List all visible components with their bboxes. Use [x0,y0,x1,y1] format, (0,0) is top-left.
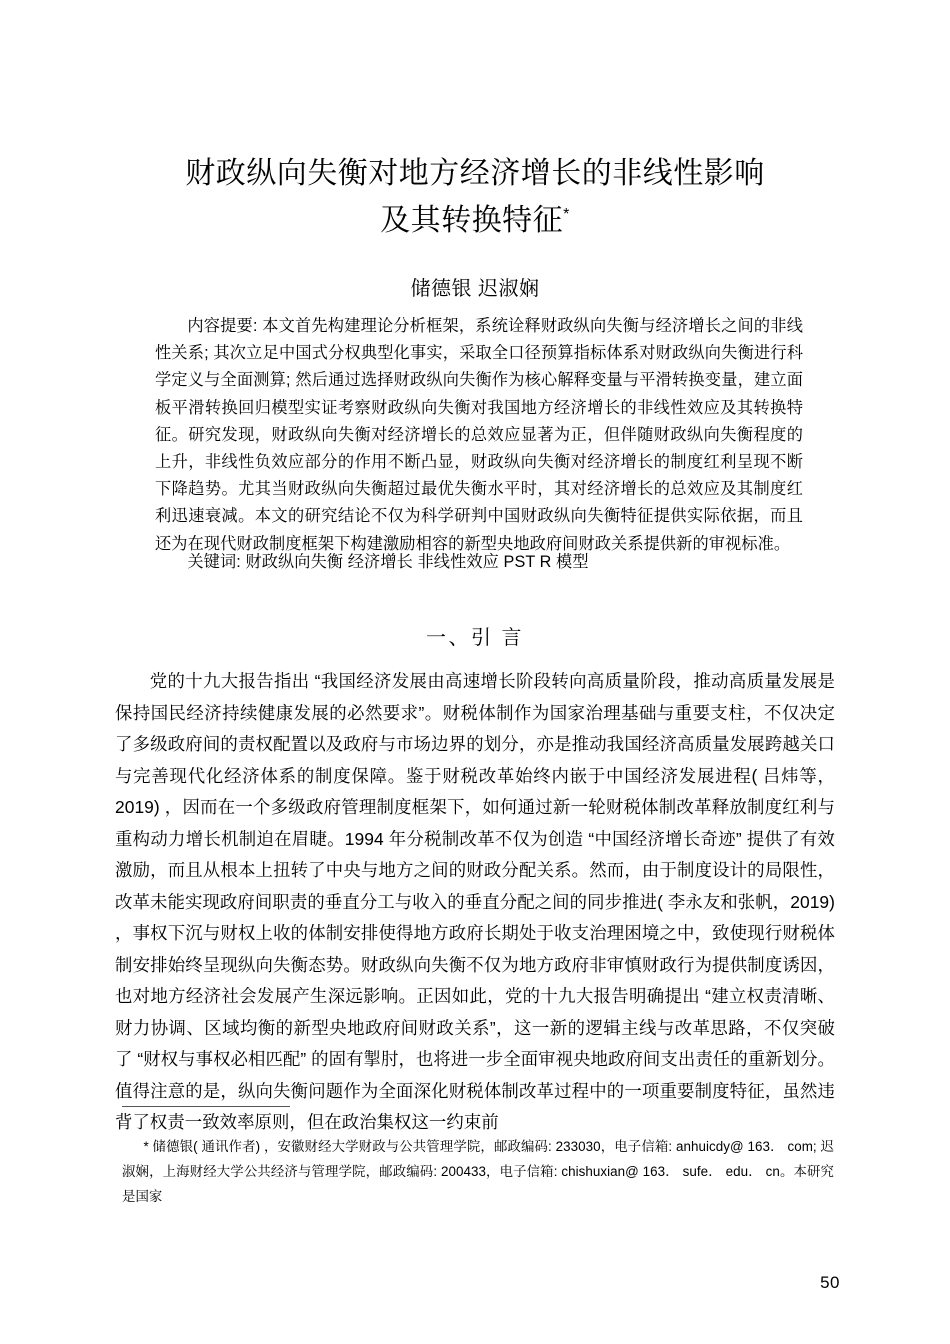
abstract-block [155,313,803,558]
keywords-text: 关键词: 财政纵向失衡 经济增长 非线性效应 PST R 模型 [187,553,589,571]
section-heading-introduction: 一、引 言 [425,627,525,649]
footnote-block [122,1134,834,1209]
title-line-2-text: 及其转换特征 [380,204,564,237]
title-footnote-marker: * [563,206,570,223]
body-content [115,666,835,1139]
keywords-block [155,549,803,576]
page-title [115,150,835,244]
title-line-1: 财政纵向失衡对地方经济增长的非线性影响 [185,157,765,190]
footnote-separator-rule [122,1106,290,1107]
abstract-text: 内容提要: 本文首先构建理论分析框架，系统诠释财政纵向失衡与经济增长之间的非线性关系; 其次立足中国式分权典型化事实，采取全口径预算指标体系对财政纵向失衡进行科学定义与全面测算; 然后通过选择财政纵向失衡作为核心解释变量与平滑转换变量，建立面板平滑转换回归模型实证考察财政纵向失衡对我国地方经济增长的非线性效应及其转换特征。研究发现，财政纵向失衡对经济增长的总效应显著为正，但伴随财政纵向失衡程度的上升，非线性负效应部分的作用不断凸显，财政纵向失衡对经济增长的制度红利呈现不断下降趋势。尤其当财政纵向失衡超过最优失衡水平时，其对经济增长的总效应及其制度红利迅速衰减。本文的研究结论不仅为科学研判中国财政纵向失衡特征提供实际依据，而且还为在现代财政制度框架下构建激励相容的新型央地政府间财政关系提供新的审视标准。 [155,317,803,553]
author-list: 储德银 迟淑娴 [410,278,540,300]
title-line-2 [380,197,570,244]
body-paragraph-1: 党的十九大报告指出 “我国经济发展由高速增长阶段转向高质量阶段，推动高质量发展是保持国民经济持续健康发展的必然要求”。财税体制作为国家治理基础与重要支柱，不仅决定了多级政府间的责权配置以及政府与市场边界的划分，亦是推动我国经济高质量发展跨越关口与完善现代化经济体系的制度保障。鉴于财税改革始终内嵌于中国经济发展进程( 吕炜等，2019) ，因而在一个多级政府管理制度框架下，如何通过新一轮财税体制改革释放制度红利与重构动力增长机制迫在眉睫。1994 年分税制改革不仅为创造 “中国经济增长奇迹” 提供了有效激励，而且从根本上扭转了中央与地方之间的财政分配关系。然而，由于制度设计的局限性，改革未能实现政府间职责的垂直分工与收入的垂直分配之间的同步推进( 李永友和张帆，2019) ，事权下沉与财权上收的体制安排使得地方政府长期处于收支治理困境之中，致使现行财税体制安排始终呈现纵向失衡态势。财政纵向失衡不仅为地方政府非审慎财政行为提供制度诱因，也对地方经济社会发展产生深远影响。正因如此，党的十九大报告明确提出 “建立权责清晰、财力协调、区域均衡的新型央地政府间财政关系”，这一新的逻辑主线与改革思路，不仅突破了 “财权与事权必相匹配” 的固有掣肘，也将进一步全面审视央地政府间支出责任的重新划分。值得注意的是，纵向失衡问题作为全面深化财税体制改革过程中的一项重要制度特征，虽然违背了权责一致效率原则，但在政治集权这一约束前 [115,671,835,1132]
footnote-text: * 储德银( 通讯作者) ，安徽财经大学财政与公共管理学院，邮政编码: 233030，电子信箱: anhuicdy@ 163． com; 迟淑娴，上海财经大学公共经济与管理学院，邮政编码: 200433，电子信箱: chishuxian@ 163． sufe． edu． cn。本研究是国家 [122,1139,834,1204]
page-number: 50 [820,1273,840,1292]
